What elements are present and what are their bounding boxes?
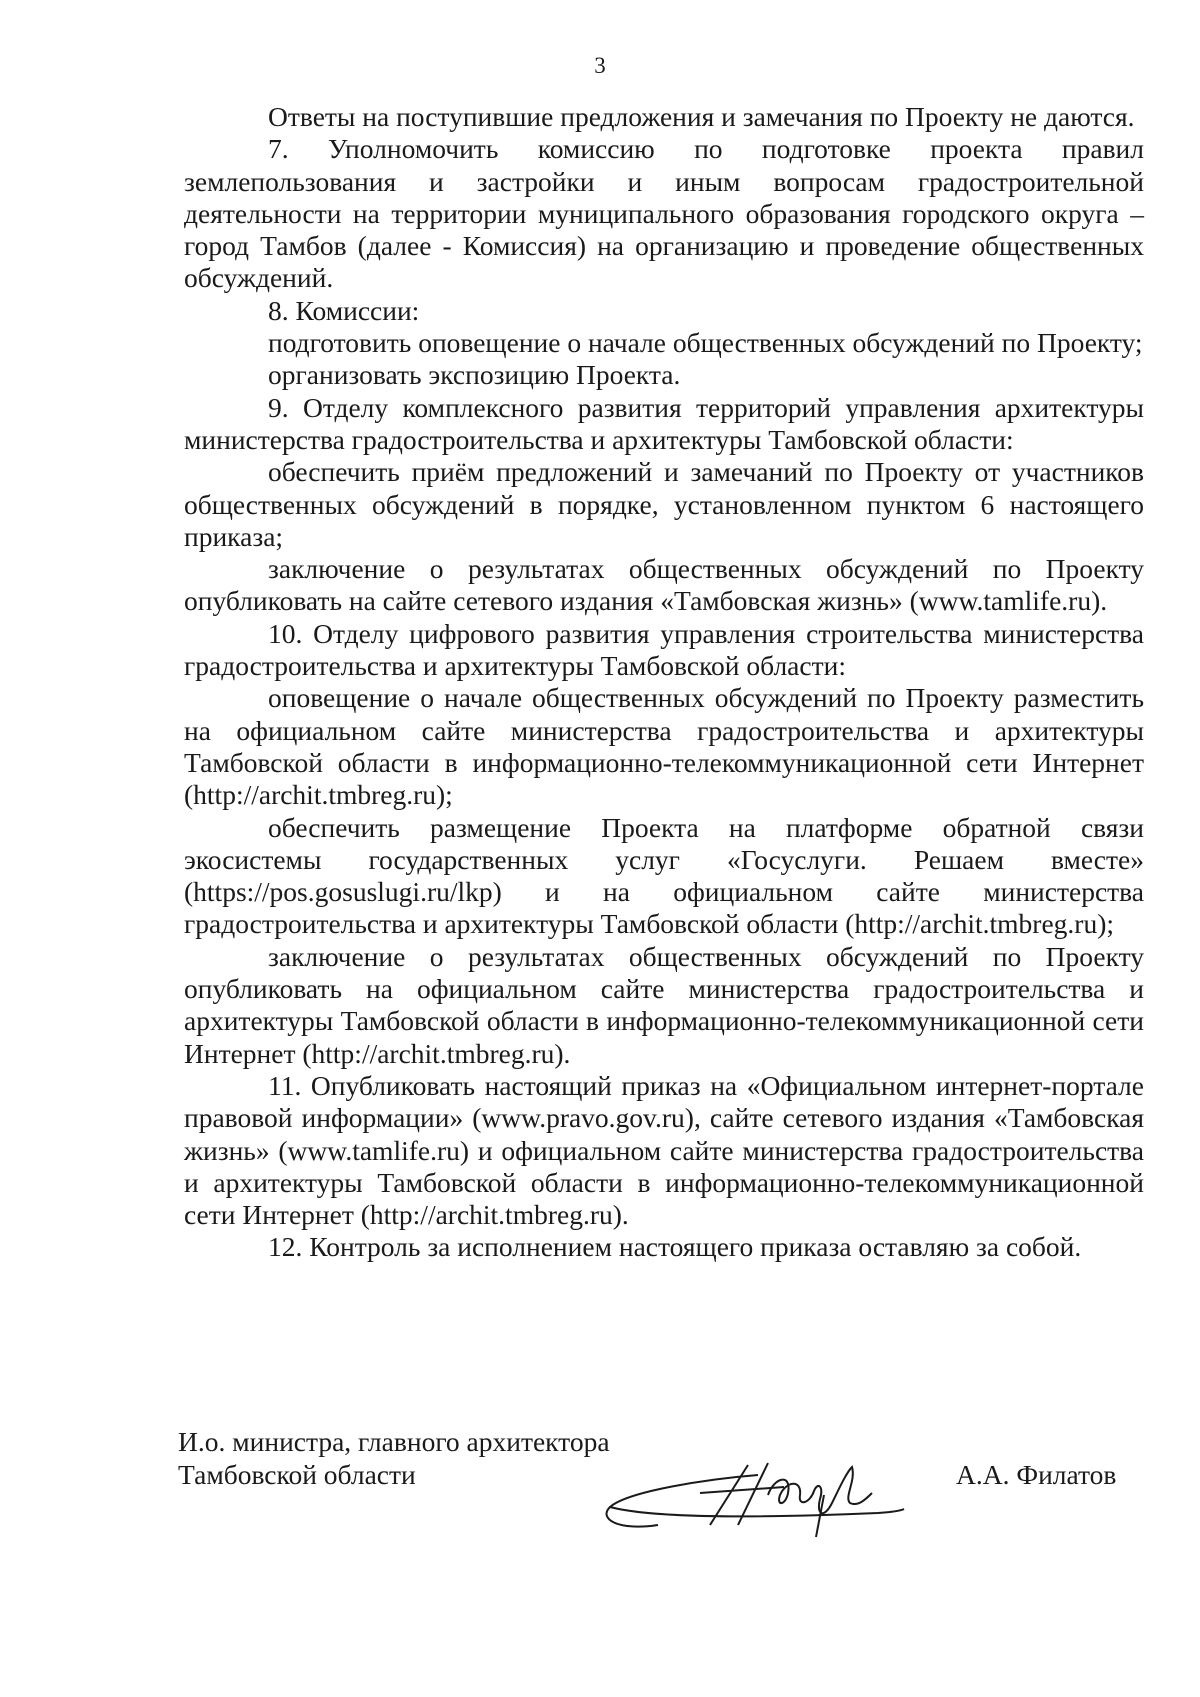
paragraph-item-9-accept: обеспечить приём предложений и замечаний по Проекту от участников общественных обсуждений в порядке, установленном пунктом 6 настоящего приказа; (184, 456, 1144, 552)
paragraph-item-11: 11. Опубликовать настоящий приказ на «Официальном интернет-портале правовой информации» (www.pravo.gov.ru), сайте сетевого издания «Тамбовская жизнь» (www.tamlife.ru) и официальном сайте министерства градостроительства и архитектуры Тамбовской области в информационно-телекоммуникационной сети Интернет (http://archit.tmbreg.ru). (184, 1069, 1144, 1231)
page-number: 3 (594, 53, 606, 78)
paragraph-item-7: 7. Уполномочить комиссию по подготовке проекта правил землепользования и застройки и иным вопросам градостроительной деятельности на территории муниципального образования городского округа – город Тамбов (далее - Комиссия) на организацию и проведение общественных обсуждений. (184, 133, 1144, 294)
paragraph-item-10-publish: заключение о результатах общественных обсуждений по Проекту опубликовать на официальном сайте министерства градостроительства и архитектуры Тамбовской области в информационно-телекоммуникационной сети Интернет (http://archit.tmbreg.ru). (184, 940, 1144, 1069)
paragraph-item-10: 10. Отделу цифрового развития управления строительства министерства градостроительства и архитектуры Тамбовской области: (184, 617, 1144, 682)
signatory-name: А.А. Филатов (956, 1459, 1117, 1490)
paragraph-answers-note: Ответы на поступившие предложения и замечания по Проекту не даются. (268, 101, 1135, 132)
signatory-position-line-2: Тамбовской области (178, 1459, 416, 1490)
paragraph-item-8-exposition: организовать экспозицию Проекта. (268, 359, 681, 391)
handwritten-signature (588, 1433, 918, 1543)
paragraph-item-9: 9. Отделу комплексного развития территорий управления архитектуры министерства градостроительства и архитектуры Тамбовской области: (184, 391, 1144, 455)
paragraph-item-10-notice: оповещение о начале общественных обсуждений по Проекту разместить на официальном сайте министерства градостроительства и архитектуры Тамбовской области в информационно-телекоммуникационной сети Интернет (http://archit.tmbreg.ru); (184, 682, 1144, 811)
paragraph-item-8: 8. Комиссии: (268, 294, 420, 326)
signatory-position (178, 1425, 610, 1491)
paragraph-item-9-publish: заключение о результатах общественных обсуждений по Проекту опубликовать на сайте сетевого издания «Тамбовская жизнь» (www.tamlife.ru). (184, 553, 1144, 617)
paragraph-item-10-platform: обеспечить размещение Проекта на платформе обратной связи экосистемы государственных услуг «Госуслуги. Решаем вместе» (https://pos.gosuslugi.ru/lkp) и на официальном сайте министерства градостроительства и архитектуры Тамбовской области (http://archit.tmbreg.ru); (184, 811, 1144, 940)
paragraph-item-8-prepare: подготовить оповещение о начале общественных обсуждений по Проекту; (268, 327, 1143, 359)
document-body (184, 101, 1144, 1264)
paragraph-item-12: 12. Контроль за исполнением настоящего приказа оставляю за собой. (268, 1231, 1082, 1263)
signature-block (178, 1425, 1158, 1545)
signatory-position-line-1: И.о. министра, главного архитектора (178, 1426, 610, 1457)
